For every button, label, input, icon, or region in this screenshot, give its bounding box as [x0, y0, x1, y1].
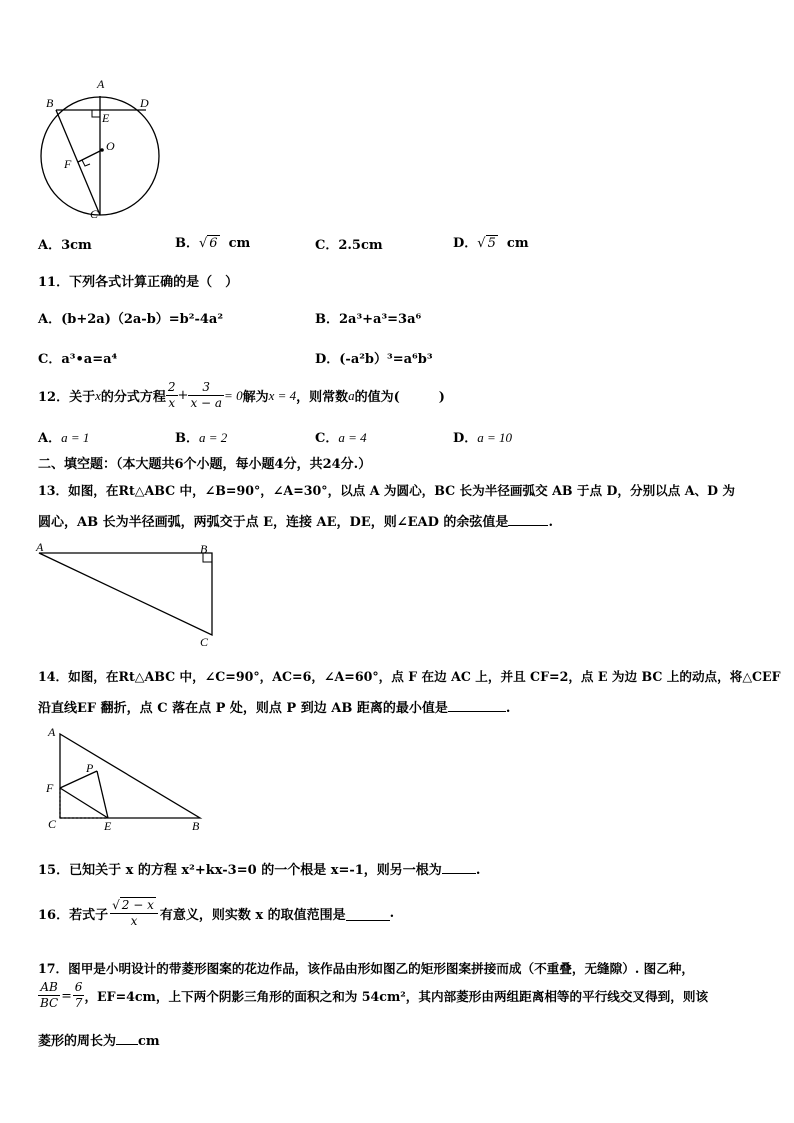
option-letter: C． — [315, 431, 339, 446]
radicand: 5 — [487, 236, 496, 251]
label-F: F — [64, 157, 72, 171]
option-value: a = 2 — [199, 430, 228, 445]
q17-line-2 — [38, 980, 708, 1011]
q14-end: . — [505, 701, 511, 716]
q10-option-a — [38, 234, 92, 253]
label-C: C — [90, 207, 99, 221]
label-E: E — [104, 819, 112, 833]
triangle-figure-q14 — [40, 722, 215, 837]
q17-line-3 — [38, 1030, 160, 1049]
var-x: x — [95, 387, 101, 403]
option-unit: cm — [506, 236, 529, 251]
q13-line-2 — [38, 511, 553, 530]
q14-text: 沿直线EF 翻折，点 C 落在点 P 处，则点 P 到边 AB 距离的最小值是 — [38, 701, 448, 716]
radicand: 2 − x — [121, 898, 154, 912]
answer-blank[interactable] — [448, 711, 506, 712]
option-letter: B． — [175, 431, 199, 446]
fraction-sqrt — [110, 898, 158, 929]
plus-sign: + — [177, 388, 189, 403]
q17-text: 菱形的周长为 — [38, 1034, 117, 1049]
label-P: P — [86, 761, 94, 775]
q10-option-d — [453, 232, 529, 251]
label-A: A — [48, 725, 56, 739]
fraction-ab-bc — [38, 980, 60, 1011]
triangle-figure-q13 — [30, 538, 220, 653]
q12-text-pre: 12．关于 — [38, 390, 96, 405]
q15-end: . — [475, 863, 481, 878]
option-value: a = 1 — [61, 430, 90, 445]
option-value: a = 4 — [338, 430, 367, 445]
equals-sign: = — [61, 988, 72, 1003]
q13-line-1: 13．如图，在Rt△ABC 中，∠B=90°，∠A=30°，以点 A 为圆心，BC 长为半径画弧交 AB 于点 D，分别以点 A、D 为 — [38, 483, 736, 498]
q15-stem — [38, 859, 480, 878]
solution: x = 4 — [268, 387, 297, 403]
option-letter: A． — [38, 238, 62, 253]
option-text: 3cm — [61, 238, 92, 253]
radicand: 6 — [209, 236, 218, 251]
fraction-2 — [188, 380, 224, 411]
fraction-6-7 — [73, 980, 85, 1011]
q12-text-after2: ，则常数 — [296, 390, 349, 405]
q14-line-1: 14．如图，在Rt△ABC 中，∠C=90°，AC=6，∠A=60°，点 F 在边 AC 上，并且 CF=2，点 E 为边 BC 上的动点，将△CEF — [38, 669, 781, 684]
q16-end: . — [389, 906, 395, 921]
label-B: B — [192, 819, 200, 833]
label-C: C — [200, 635, 209, 649]
option-text: 2.5cm — [338, 238, 383, 253]
label-F: F — [46, 781, 54, 795]
label-C: C — [48, 817, 57, 831]
q12-option-c — [315, 427, 367, 446]
label-A: A — [97, 77, 105, 91]
q12-text-mid: 的分式方程 — [100, 390, 166, 405]
q11-option-d: D．(-a²b）³=a⁶b³ — [315, 352, 433, 367]
frac-den: x — [130, 914, 138, 928]
equals-zero: = 0 — [224, 387, 243, 403]
sqrt-expression: √ 5 — [477, 236, 496, 251]
sqrt-expression: √ 2 − x — [112, 898, 154, 912]
option-letter: D． — [453, 236, 478, 251]
q12-text-tail: 的值为( ) — [354, 390, 445, 405]
frac-num: AB — [38, 980, 60, 996]
q14-line-2 — [38, 697, 510, 716]
option-value: a = 10 — [477, 430, 513, 445]
option-letter: C． — [315, 238, 339, 253]
q17-text: ，EF=4cm，上下两个阴影三角形的面积之和为 54cm²，其内部菱形由两组距离相等的平行线交叉得到，则该 — [84, 989, 709, 1004]
label-B: B — [46, 96, 54, 110]
q11-option-a: A．(b+2a)（2a-b）=b²-4a² — [38, 312, 224, 327]
answer-blank[interactable] — [508, 525, 548, 526]
q16-stem — [38, 898, 394, 929]
frac-den: x − a — [190, 396, 223, 410]
q11-stem: 11．下列各式计算正确的是（ ） — [38, 275, 239, 290]
frac-num: 2 — [167, 380, 176, 394]
option-letter: A． — [38, 431, 62, 446]
sqrt-expression: √ 6 — [199, 236, 218, 251]
q15-text: 15．已知关于 x 的方程 x²+kx-3=0 的一个根是 x=-1，则另一根为 — [38, 863, 442, 878]
frac-den: BC — [40, 996, 59, 1010]
q13-end: . — [548, 515, 553, 530]
option-unit: cm — [228, 236, 251, 251]
answer-blank[interactable] — [442, 873, 476, 874]
frac-num: 6 — [74, 980, 83, 994]
frac-den: 7 — [74, 996, 83, 1010]
section-2-heading: 二、填空题：（本大题共6个小题，每小题4分，共24分.） — [38, 457, 372, 472]
frac-num — [110, 898, 158, 914]
q12-option-d — [453, 427, 512, 446]
label-O: O — [106, 139, 115, 153]
q10-option-b — [175, 232, 250, 251]
option-letter: D． — [453, 431, 478, 446]
q10-option-c — [315, 234, 383, 253]
frac-num: 3 — [188, 380, 224, 396]
q11-option-c: C．a³•a=a⁴ — [38, 352, 118, 367]
q11-option-b: B．2a³+a³=3a⁶ — [315, 312, 422, 327]
label-E: E — [102, 111, 110, 125]
q16-text-post: 有意义，则实数 x 的取值范围是 — [159, 908, 346, 923]
answer-blank[interactable] — [346, 906, 390, 921]
q16-text-pre: 16．若式子 — [38, 908, 109, 923]
frac-den: x — [168, 396, 176, 410]
label-A: A — [36, 540, 44, 554]
label-B: B — [200, 542, 208, 556]
q12-stem — [38, 380, 445, 411]
option-letter: B． — [175, 236, 199, 251]
label-D: D — [140, 96, 149, 110]
q17-line-1: 17．图甲是小明设计的带菱形图案的花边作品，该作品由形如图乙的矩形图案拼接而成（不重叠，无缝隙）. 图乙种， — [38, 961, 694, 976]
fraction-1 — [166, 380, 178, 411]
q17-unit: cm — [138, 1034, 160, 1049]
var-a: a — [348, 387, 355, 403]
q13-text: 圆心，AB 长为半径画弧，两弧交于点 E，连接 AE，DE，则∠EAD 的余弦值是 — [38, 515, 509, 530]
q12-option-b — [175, 427, 227, 446]
q12-text-after: 解为 — [242, 390, 269, 405]
circle-figure — [30, 74, 170, 224]
q12-option-a — [38, 427, 89, 446]
answer-blank[interactable] — [116, 1044, 138, 1045]
